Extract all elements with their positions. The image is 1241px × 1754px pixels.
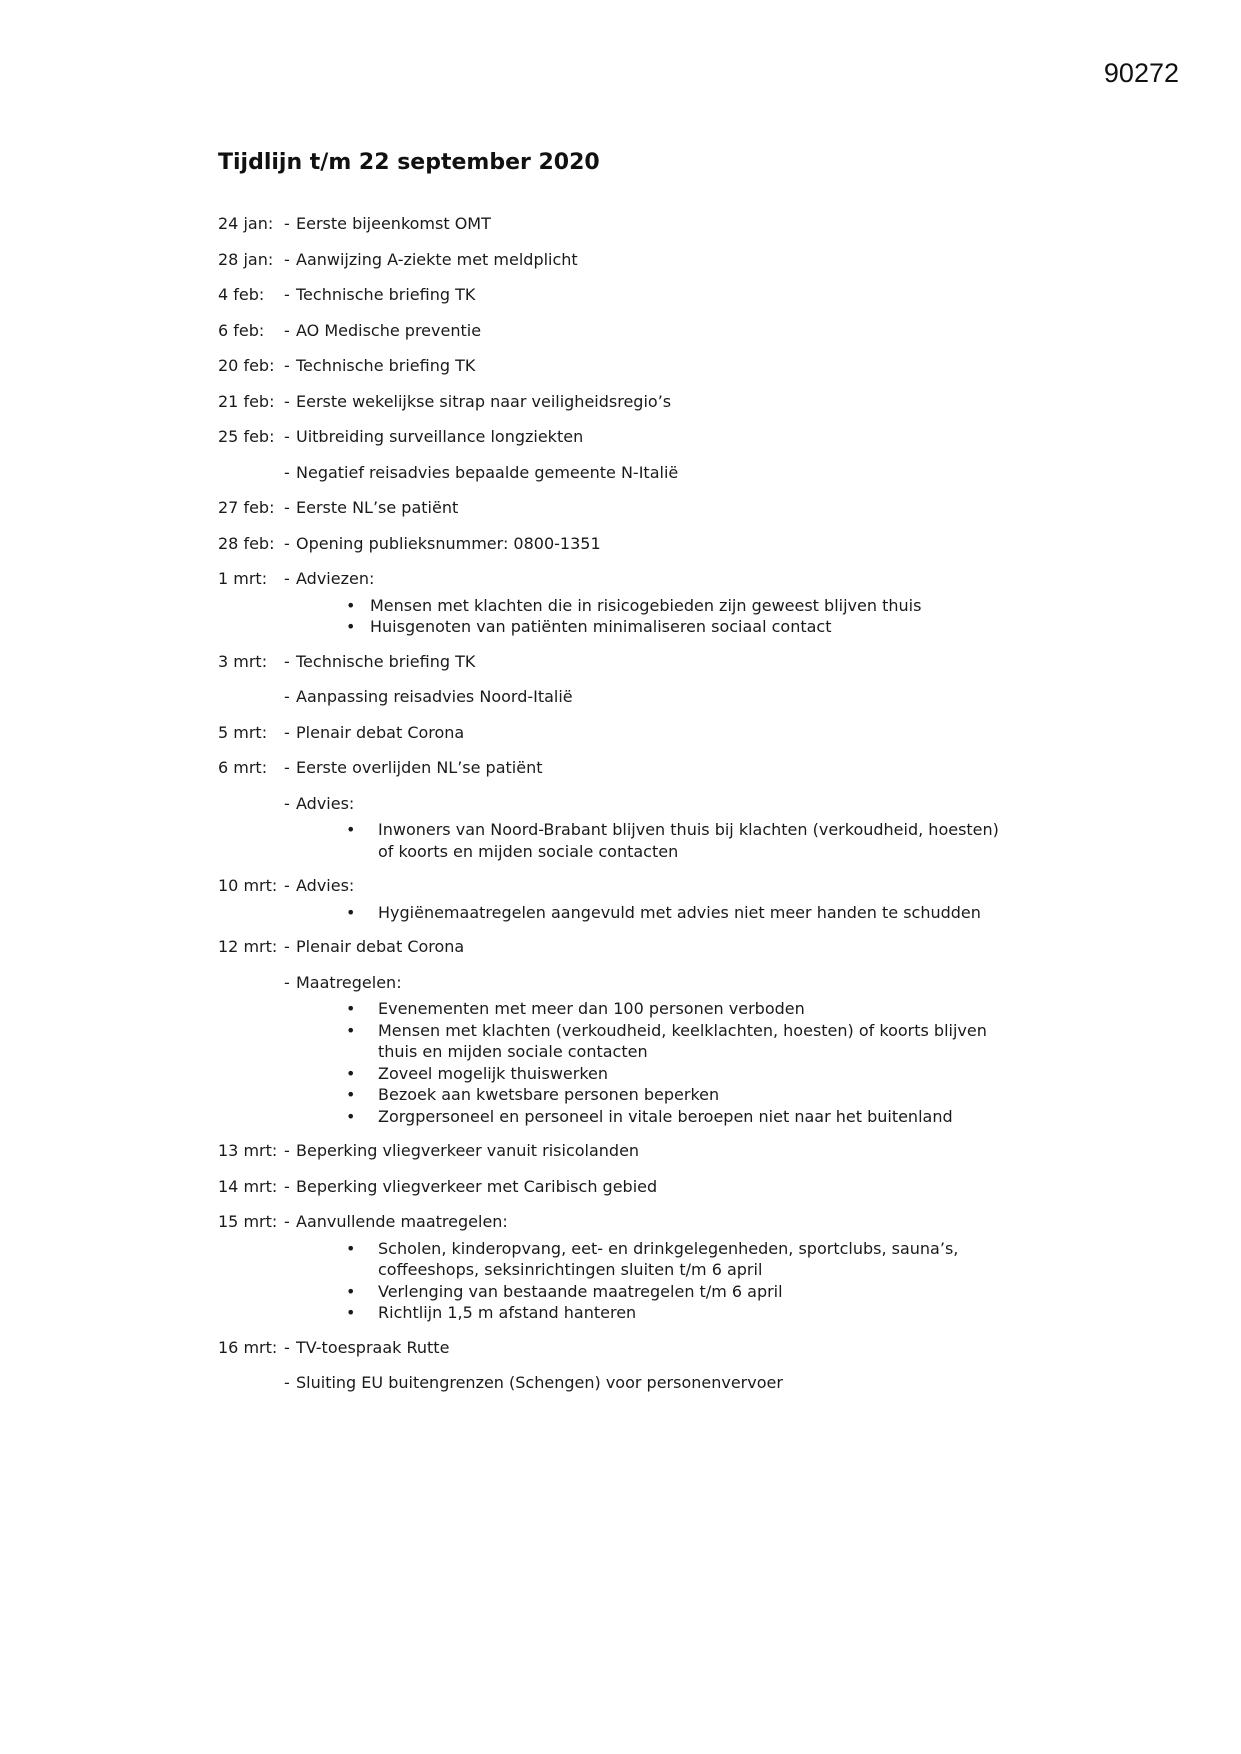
document-number: 90272 xyxy=(1103,58,1179,88)
bullet-dot-icon: • xyxy=(346,1303,356,1322)
timeline-entry xyxy=(218,356,1118,392)
bullet-item xyxy=(218,819,1118,862)
bullet-text: Mensen met klachten die in risicogebieden zijn geweest blijven thuis xyxy=(370,595,922,615)
timeline-date: 13 mrt: xyxy=(218,1141,278,1160)
timeline-entry xyxy=(218,498,1118,534)
bullet-list xyxy=(218,819,1118,876)
timeline-item-text: Advies: xyxy=(296,793,355,813)
bullet-dot-icon: • xyxy=(346,1238,356,1258)
dash-marker: - xyxy=(284,214,290,233)
bullet-item xyxy=(218,1106,1118,1128)
dash-marker: - xyxy=(284,1373,290,1392)
timeline-line xyxy=(218,1177,1118,1213)
bullet-item xyxy=(218,1238,1118,1281)
timeline-line xyxy=(218,214,1118,250)
timeline-entry xyxy=(218,758,1118,876)
bullet-dot-icon: • xyxy=(346,1020,356,1040)
timeline-line xyxy=(218,392,1118,428)
bullet-item xyxy=(218,1020,1118,1063)
dash-marker: - xyxy=(284,391,290,411)
timeline-entry xyxy=(218,427,1118,498)
timeline-item-text: Plenair debat Corona xyxy=(296,722,465,742)
timeline-entry xyxy=(218,652,1118,723)
dash-marker: - xyxy=(284,462,290,482)
dash-marker: - xyxy=(284,498,290,517)
timeline-date: 5 mrt: xyxy=(218,722,268,742)
bullet-text: Evenementen met meer dan 100 personen verboden xyxy=(378,999,805,1018)
dash-marker: - xyxy=(284,285,290,304)
bullet-item xyxy=(218,1281,1118,1303)
timeline-entry xyxy=(218,723,1118,759)
dash-marker: - xyxy=(284,1141,290,1160)
timeline-date: 12 mrt: xyxy=(218,937,278,956)
timeline-item-text: AO Medische preventie xyxy=(296,320,482,340)
bullet-dot-icon: • xyxy=(346,617,356,636)
dash-marker: - xyxy=(284,651,290,671)
timeline-item-text: Aanwijzing A-ziekte met meldplicht xyxy=(296,249,578,269)
bullet-text: Zorgpersoneel en personeel in vitale beroepen niet naar het buitenland xyxy=(378,1106,953,1126)
dash-marker: - xyxy=(284,758,290,777)
bullet-text: Mensen met klachten (verkoudheid, keelklachten, hoesten) of koorts blijven thuis en mijden sociale contacten xyxy=(378,1020,987,1061)
timeline-date: 4 feb: xyxy=(218,285,265,304)
dash-marker: - xyxy=(284,1212,290,1231)
timeline-date: 28 jan: xyxy=(218,249,274,269)
timeline-line xyxy=(218,463,1118,499)
timeline-item-text: Negatief reisadvies bepaalde gemeente N-Italië xyxy=(296,462,679,482)
timeline-item-text: Plenair debat Corona xyxy=(296,937,465,956)
timeline-item-text: Opening publieksnummer: 0800-1351 xyxy=(296,533,601,553)
timeline-line xyxy=(218,498,1118,534)
dash-marker: - xyxy=(284,1176,290,1196)
bullet-text: Scholen, kinderopvang, eet- en drinkgelegenheden, sportclubs, sauna’s, coffeeshops, seksinrichtingen sluiten t/m 6 april xyxy=(378,1238,959,1279)
timeline-entry xyxy=(218,1338,1118,1409)
timeline-entry xyxy=(218,569,1118,652)
timeline-line xyxy=(218,1338,1118,1374)
timeline-date: 1 mrt: xyxy=(218,569,268,588)
timeline-item-text: Eerste NL’se patiënt xyxy=(296,498,459,517)
dash-marker: - xyxy=(284,722,290,742)
timeline-entry xyxy=(218,285,1118,321)
timeline-list xyxy=(218,214,1118,1409)
bullet-text: Inwoners van Noord-Brabant blijven thuis bij klachten (verkoudheid, hoesten) of koorts en mijden sociale contacten xyxy=(378,820,999,861)
timeline-entry xyxy=(218,1141,1118,1177)
timeline-item-text: Sluiting EU buitengrenzen (Schengen) voor personenvervoer xyxy=(296,1373,783,1392)
timeline-line xyxy=(218,652,1118,688)
dash-marker: - xyxy=(284,937,290,956)
timeline-item-text: Technische briefing TK xyxy=(296,285,476,304)
bullet-list xyxy=(218,595,1118,652)
timeline-date: 20 feb: xyxy=(218,356,275,375)
dash-marker: - xyxy=(284,320,290,340)
dash-marker: - xyxy=(284,793,290,813)
bullet-item xyxy=(218,1084,1118,1106)
bullet-text: Hygiënemaatregelen aangevuld met advies niet meer handen te schudden xyxy=(378,902,981,922)
bullet-dot-icon: • xyxy=(346,999,356,1018)
timeline-line xyxy=(218,937,1118,973)
timeline-item-text: Eerste overlijden NL’se patiënt xyxy=(296,758,543,777)
timeline-date: 28 feb: xyxy=(218,533,275,553)
timeline-item-text: Eerste wekelijkse sitrap naar veiligheidsregio’s xyxy=(296,391,672,411)
timeline-item-text: Technische briefing TK xyxy=(296,651,476,671)
timeline-date: 25 feb: xyxy=(218,427,275,446)
bullet-text: Verlenging van bestaande maatregelen t/m 6 april xyxy=(378,1281,783,1301)
bullet-item xyxy=(218,998,1118,1020)
bullet-item xyxy=(218,1302,1118,1324)
timeline-date: 6 feb: xyxy=(218,320,265,340)
timeline-line xyxy=(218,285,1118,321)
bullet-dot-icon: • xyxy=(346,1063,356,1083)
timeline-item-text: Eerste bijeenkomst OMT xyxy=(296,214,491,233)
timeline-date: 6 mrt: xyxy=(218,758,268,777)
timeline-item-text: Aanvullende maatregelen: xyxy=(296,1212,508,1231)
timeline-item-text: Maatregelen: xyxy=(296,972,402,992)
timeline-item-text: Advies: xyxy=(296,876,355,895)
timeline-entry xyxy=(218,534,1118,570)
timeline-item-text: TV-toespraak Rutte xyxy=(296,1337,450,1357)
bullet-list xyxy=(218,998,1118,1141)
timeline-line xyxy=(218,1141,1118,1177)
timeline-entry xyxy=(218,1177,1118,1213)
timeline-date: 14 mrt: xyxy=(218,1176,278,1196)
bullet-item xyxy=(218,1063,1118,1085)
dash-marker: - xyxy=(284,972,290,992)
timeline-item-text: Aanpassing reisadvies Noord-Italië xyxy=(296,687,573,706)
timeline-line xyxy=(218,427,1118,463)
timeline-entry xyxy=(218,321,1118,357)
bullet-dot-icon: • xyxy=(346,1106,356,1126)
timeline-date: 16 mrt: xyxy=(218,1337,278,1357)
timeline-date: 24 jan: xyxy=(218,214,274,233)
timeline-line xyxy=(218,250,1118,286)
timeline-entry xyxy=(218,392,1118,428)
bullet-dot-icon: • xyxy=(346,820,356,839)
timeline-item-text: Beperking vliegverkeer vanuit risicolanden xyxy=(296,1141,640,1160)
timeline-date: 10 mrt: xyxy=(218,876,278,895)
timeline-entry xyxy=(218,214,1118,250)
timeline-line xyxy=(218,687,1118,723)
bullet-dot-icon: • xyxy=(346,902,356,922)
timeline-date: 27 feb: xyxy=(218,498,275,517)
bullet-text: Huisgenoten van patiënten minimaliseren sociaal contact xyxy=(370,617,832,636)
dash-marker: - xyxy=(284,427,290,446)
timeline-item-text: Adviezen: xyxy=(296,569,375,588)
bullet-item xyxy=(218,595,1118,617)
timeline-line xyxy=(218,534,1118,570)
timeline-date: 21 feb: xyxy=(218,391,275,411)
timeline-entry xyxy=(218,876,1118,937)
timeline-item-text: Beperking vliegverkeer met Caribisch gebied xyxy=(296,1176,658,1196)
bullet-list xyxy=(218,902,1118,938)
dash-marker: - xyxy=(284,1337,290,1357)
bullet-item xyxy=(218,616,1118,638)
timeline-line xyxy=(218,321,1118,357)
timeline-date: 15 mrt: xyxy=(218,1212,278,1231)
timeline-item-text: Technische briefing TK xyxy=(296,356,476,375)
timeline-date: 3 mrt: xyxy=(218,651,268,671)
timeline-line xyxy=(218,356,1118,392)
page-title: Tijdlijn t/m 22 september 2020 xyxy=(218,150,600,175)
dash-marker: - xyxy=(284,569,290,588)
timeline-item-text: Uitbreiding surveillance longziekten xyxy=(296,427,584,446)
dash-marker: - xyxy=(284,876,290,895)
timeline-entry xyxy=(218,937,1118,1141)
bullet-item xyxy=(218,902,1118,924)
dash-marker: - xyxy=(284,356,290,375)
bullet-dot-icon: • xyxy=(346,1281,356,1301)
bullet-text: Bezoek aan kwetsbare personen beperken xyxy=(378,1085,720,1104)
timeline-entry xyxy=(218,250,1118,286)
dash-marker: - xyxy=(284,687,290,706)
bullet-dot-icon: • xyxy=(346,1085,356,1104)
timeline-entry xyxy=(218,1212,1118,1338)
bullet-list xyxy=(218,1238,1118,1338)
timeline-line xyxy=(218,723,1118,759)
dash-marker: - xyxy=(284,249,290,269)
bullet-text: Richtlijn 1,5 m afstand hanteren xyxy=(378,1303,637,1322)
bullet-text: Zoveel mogelijk thuiswerken xyxy=(378,1063,609,1083)
dash-marker: - xyxy=(284,533,290,553)
timeline-line xyxy=(218,1373,1118,1409)
bullet-dot-icon: • xyxy=(346,595,356,615)
timeline-line xyxy=(218,758,1118,794)
